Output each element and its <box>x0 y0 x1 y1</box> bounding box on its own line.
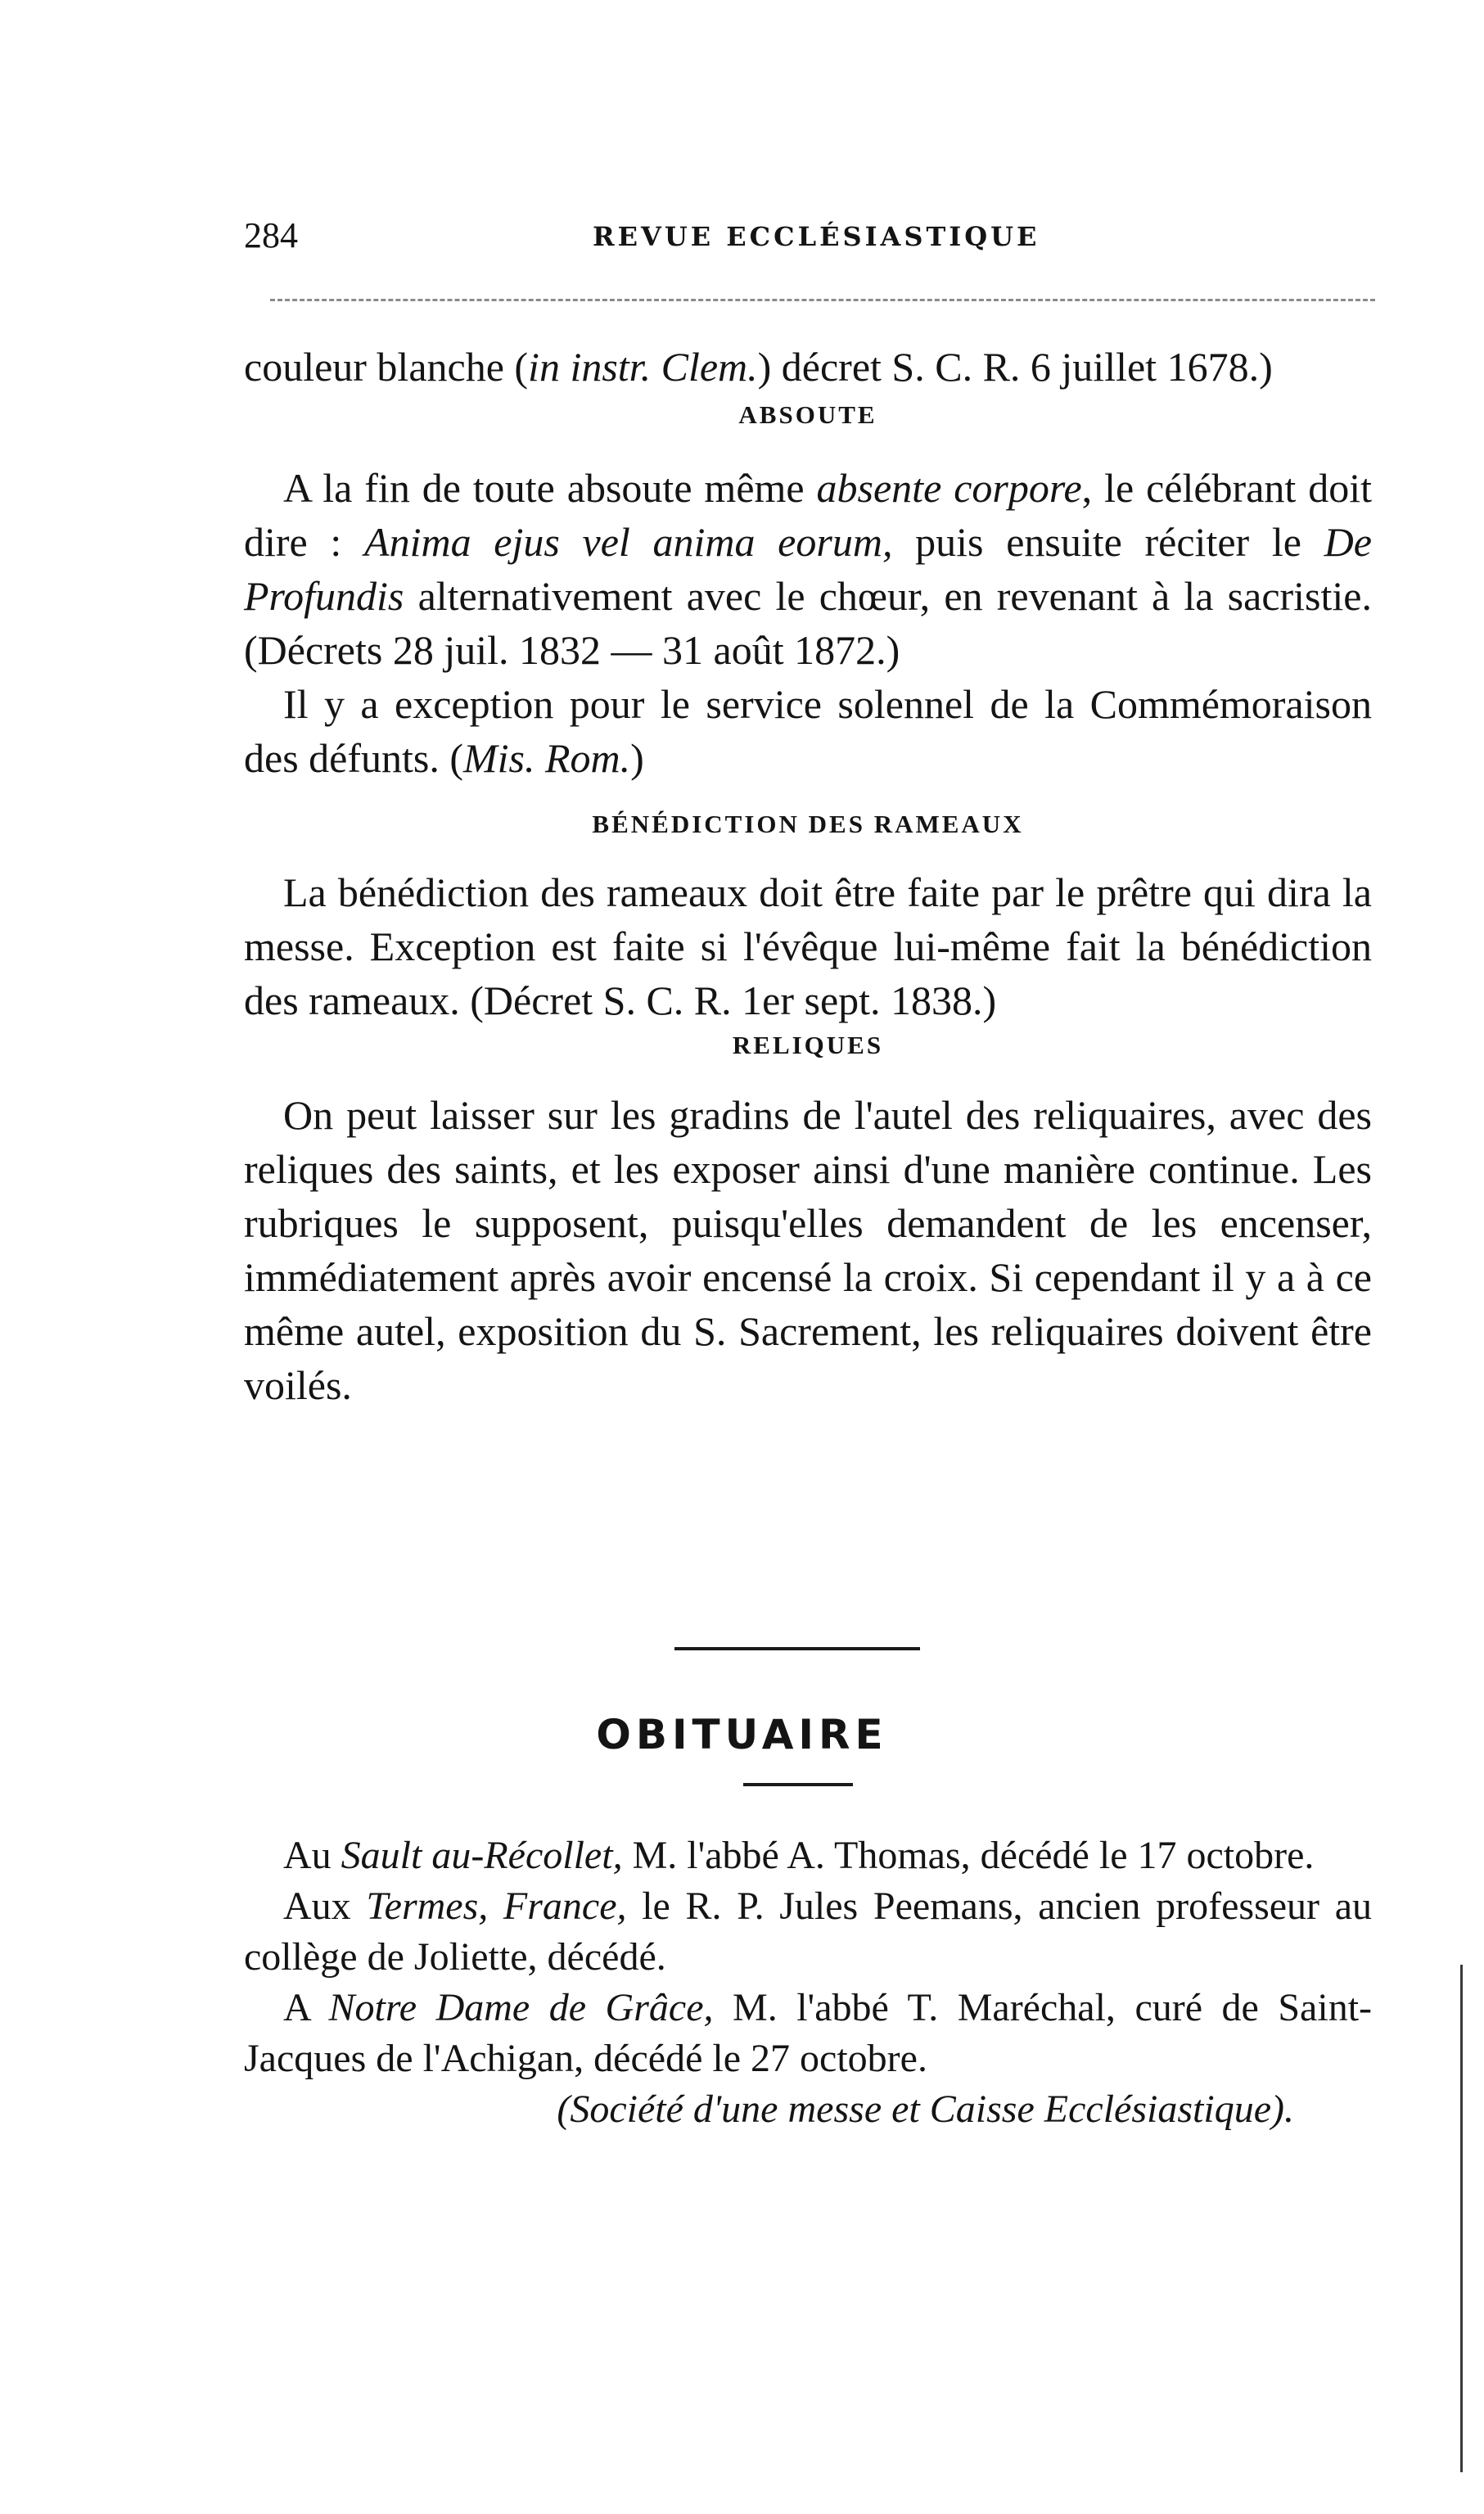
running-title: REVUE ECCLÉSIASTIQUE <box>593 221 1040 252</box>
obituary-entry: Au Sault au-Récollet, M. l'abbé A. Thomas, décédé le 17 octobre. <box>283 1834 1315 1877</box>
obituary-signature: (Société d'une messe et Caisse Ecclésiastique). <box>557 2087 1294 2131</box>
section-heading-reliques: RELIQUES <box>732 1031 884 1059</box>
running-header <box>244 214 1372 264</box>
section-heading-absoute: ABSOUTE <box>738 400 877 429</box>
section-divider-rule <box>674 1647 920 1650</box>
absoute-paragraph-1: A la fin de toute absoute même absente corpore, le célébrant doit dire : Anima ejus vel anima eorum, puis ensuite réciter le De Profundis alternativement avec le chœur, en revenant à la sacristie. (Décrets 28 juil. 1832 — 31 août 1872.) <box>244 465 1372 673</box>
continuation-paragraph: couleur blanche (in instr. Clem.) décret S. C. R. 6 juillet 1678.) <box>244 344 1273 390</box>
obituary-title: OBITUAIRE <box>596 1711 888 1758</box>
obituary-entry: Aux Termes, France, le R. P. Jules Peemans, ancien professeur au collège de Joliette, décédé. <box>244 1884 1373 1979</box>
rameaux-paragraph: La bénédiction des rameaux doit être faite par le prêtre qui dira la messe. Exception est faite si l'évêque lui-même fait la bénédiction des rameaux. (Décret S. C. R. 1er sept. 1838.) <box>244 869 1372 1023</box>
body-text <box>244 340 1372 1412</box>
absoute-paragraph-2: Il y a exception pour le service solennel de la Commémoraison des défunts. (Mis. Rom.) <box>244 681 1372 781</box>
section-heading-rameaux: BÉNÉDICTION DES RAMEAUX <box>592 810 1024 838</box>
page-number: 284 <box>244 215 298 255</box>
obituary-list <box>244 1830 1372 2135</box>
obituary-title-rule <box>743 1783 853 1786</box>
scan-margin-line <box>1460 1965 1463 2472</box>
reliques-paragraph: On peut laisser sur les gradins de l'autel des reliquaires, avec des reliques des saints, et les exposer ainsi d'une manière continue. Les rubriques le supposent, puisqu'elles demandent de les encenser, immédiatement après avoir encensé la croix. Si cependant il y a à ce même autel, exposition du S. Sacrement, les reliquaires doivent être voilés. <box>244 1092 1372 1408</box>
header-rule <box>270 299 1375 301</box>
obituary-entry: A Notre Dame de Grâce, M. l'abbé T. Maréchal, curé de Saint-Jacques de l'Achigan, décédé le 27 octobre. <box>244 1986 1373 2080</box>
